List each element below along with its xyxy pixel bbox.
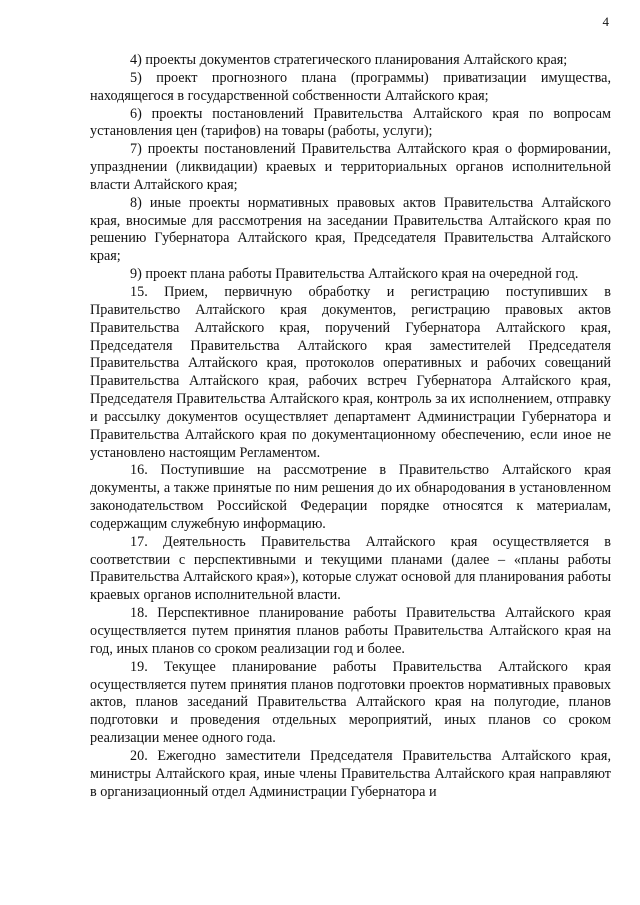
paragraph-20: 20. Ежегодно заместители Председателя Правительства Алтайского края, министры Алтайского края, иные члены Правительства Алтайского края направляют в организационный отдел Администрации Губернатора и	[90, 747, 611, 800]
paragraph-item-6: 6) проекты постановлений Правительства Алтайского края по вопросам установления цен (тарифов) на товары (работы, услуги);	[90, 105, 611, 140]
paragraph-item-7: 7) проекты постановлений Правительства Алтайского края о формировании, упразднении (ликвидации) краевых и территориальных органов исполнительной власти Алтайского края;	[90, 141, 611, 193]
paragraph-item-4: 4) проекты документов стратегического планирования Алтайского края;	[130, 52, 568, 68]
paragraph-item-5: 5) проект прогнозного плана (программы) приватизации имущества, находящегося в государственной собственности Алтайского края;	[90, 69, 611, 104]
document-body	[90, 52, 611, 801]
paragraph-item-8: 8) иные проекты нормативных правовых актов Правительства Алтайского края, вносимые для рассмотрения на заседании Правительства Алтайского края по решению Губернатора Алтайского края, Председателя Правительства Алтайского края;	[90, 194, 611, 265]
paragraph-15: 15. Прием, первичную обработку и регистрацию поступивших в Правительство Алтайского края документов, регистрацию правовых актов Правительства Алтайского края, поручений Губернатора Алтайского края, Председателя Правительства Алтайского края заместителей Председателя Правительства Алтайского края, протоколов оперативных и рабочих совещаний Правительства Алтайского края, рабочих встреч Губернатора Алтайского края, Председателя Правительства Алтайского края, контроль за их исполнением, отправку и рассылку документов осуществляет департамент Администрации Губернатора и Правительства Алтайского края по документационному обеспечению, если иное не установлено настоящим Регламентом.	[90, 283, 611, 461]
paragraph-18: 18. Перспективное планирование работы Правительства Алтайского края осуществляется путем принятия планов работы Правительства Алтайского края на год, иных планов со сроком реализации год и более.	[90, 605, 611, 657]
paragraph-item-9: 9) проект плана работы Правительства Алтайского края на очередной год.	[130, 266, 579, 283]
paragraph-19: 19. Текущее планирование работы Правительства Алтайского края осуществляется путем принятия планов подготовки проектов нормативных правовых актов, планов заседаний Правительства Алтайского края на полугодие, планов подготовки и проведения отдельных мероприятий, иных планов со сроком реализации менее одного года.	[90, 658, 611, 747]
paragraph-17: 17. Деятельность Правительства Алтайского края осуществляется в соответствии с перспективными и текущими планами (далее – «планы работы Правительства Алтайского края»), которые служат основой для планирования работы краевых органов исполнительной власти.	[90, 533, 611, 604]
page-number: 4	[602, 14, 609, 29]
paragraph-16: 16. Поступившие на рассмотрение в Правительство Алтайского края документы, а также принятые по ним решения до их обнародования в установленном законодательством Российской Федерации порядке относятся к материалам, содержащим служебную информацию.	[90, 462, 611, 532]
